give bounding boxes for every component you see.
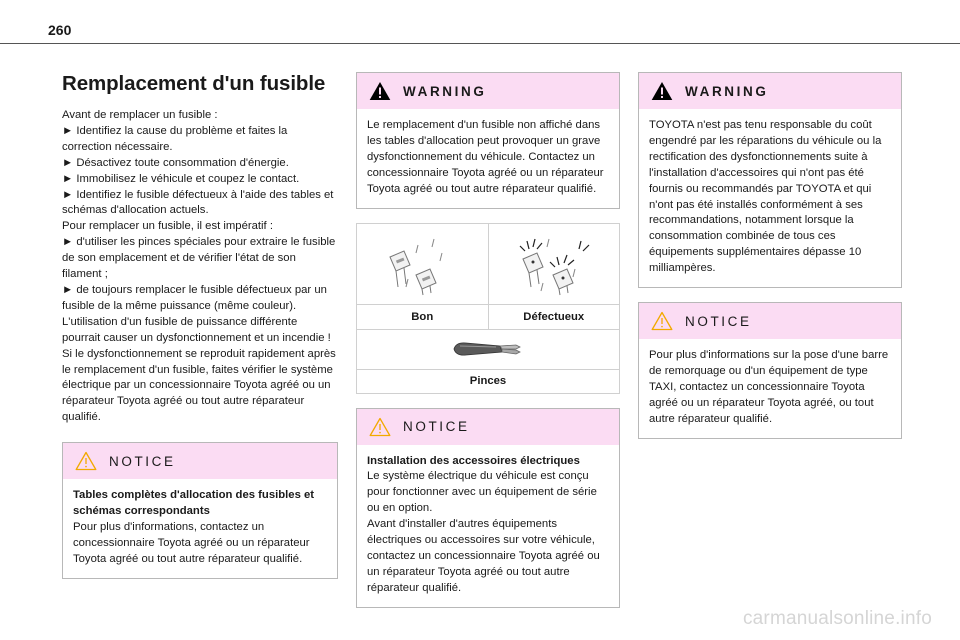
column-left bbox=[62, 72, 338, 579]
notice-box-towbar bbox=[638, 302, 902, 439]
notice-box-accessories bbox=[356, 408, 620, 608]
notice-label: NOTICE bbox=[403, 419, 470, 435]
notice-body bbox=[63, 479, 337, 578]
notice-text: Le système électrique du véhicule est conçu pour fonctionner avec un équipement de série ou en option. Avant d'installer d'autres équipements électriques ou accessoires sur votre véhicule, contactez un concessionnaire Toyota agréé ou un réparateur Toyota agréé ou tout autre réparateur qualifié. bbox=[367, 470, 600, 594]
paragraph: Avant de remplacer un fusible : bbox=[62, 109, 218, 121]
fuse-blown-label: Défectueux bbox=[488, 305, 620, 329]
notice-header bbox=[357, 409, 619, 445]
notice-label: NOTICE bbox=[685, 313, 752, 329]
paragraph: ► Désactivez toute consommation d'énergie. bbox=[62, 156, 289, 169]
notice-body: Pour plus d'informations sur la pose d'une barre de remorquage ou d'un équipement de type TAXI, contactez un concessionnaire Toyota agréé ou un réparateur Toyota agréé, ou tout autre réparateur qualifié. bbox=[649, 349, 889, 425]
notice-text: Pour plus d'informations, contactez un concessionnaire Toyota agréé ou un réparateur Toyota agréé ou tout autre réparateur qualifié. bbox=[73, 520, 310, 565]
paragraph: ► d'utiliser les pinces spéciales pour extraire le fusible de son emplacement et de vérifier l'état de son filament ; bbox=[62, 236, 336, 281]
warning-label: WARNING bbox=[685, 83, 769, 99]
notice-heading: Installation des accessoires électriques bbox=[367, 454, 580, 467]
watermark: carmanualsonline.info bbox=[742, 608, 932, 629]
fuse-good-icon bbox=[382, 231, 462, 297]
fuse-blown-icon bbox=[509, 229, 599, 299]
warning-header bbox=[639, 73, 901, 109]
warning-header bbox=[357, 73, 619, 109]
notice-header bbox=[63, 443, 337, 479]
paragraph: ► Identifiez le fusible défectueux à l'aide des tables et schémas d'allocation actuels. bbox=[62, 188, 334, 217]
warning-body: Le remplacement d'un fusible non affiché dans les tables d'allocation peut provoquer un grave dysfonctionnement du véhicule. Contactez un concessionnaire Toyota agréé ou un réparateur Toyota agréé ou tout autre réparateur qualifié. bbox=[367, 119, 604, 195]
notice-body bbox=[357, 445, 619, 607]
page-number: 260 bbox=[48, 22, 72, 38]
warning-triangle-icon bbox=[369, 81, 391, 101]
notice-triangle-icon bbox=[369, 417, 391, 437]
section-body bbox=[62, 108, 338, 426]
pliers-cell bbox=[357, 329, 619, 369]
warning-box-responsibility bbox=[638, 72, 902, 288]
fuse-pliers-icon bbox=[450, 337, 526, 361]
header-rule bbox=[0, 43, 960, 44]
warning-label: WARNING bbox=[403, 83, 487, 99]
paragraph: ► Immobilisez le véhicule et coupez le contact. bbox=[62, 172, 300, 185]
section-title: Remplacement d'un fusible bbox=[62, 72, 326, 95]
fuse-blown-cell bbox=[488, 224, 620, 304]
fuse-good-cell bbox=[357, 224, 488, 304]
column-middle bbox=[356, 72, 620, 608]
warning-body: TOYOTA n'est pas tenu responsable du coût engendré par les réparations du véhicule ou la rectification des dysfonctionnements suite à l'installation d'accessoires qui n'ont pas été fournis ou recommandés par TOYOTA et qui n'ont pas été installés conformément à ses recommandations, notamment lorsque la consommation combinée de tous ces équipements supplémentaires dépasse 10 milliampères. bbox=[649, 119, 882, 275]
notice-triangle-icon bbox=[651, 311, 673, 331]
notice-label: NOTICE bbox=[109, 453, 176, 469]
paragraph: ► Identifiez la cause du problème et faites la correction nécessaire. bbox=[62, 124, 288, 153]
paragraph: ► de toujours remplacer le fusible défectueux par un fusible de la même puissance (même couleur). L'utilisation d'un fusible de puissance différente pourrait causer un dysfonctionnement et un incendie ! bbox=[62, 283, 331, 344]
notice-heading: Tables complètes d'allocation des fusibles et schémas correspondants bbox=[73, 489, 315, 518]
warning-triangle-icon bbox=[651, 81, 673, 101]
warning-box-fuse bbox=[356, 72, 620, 209]
column-right bbox=[638, 72, 902, 439]
notice-triangle-icon bbox=[75, 451, 97, 471]
fuse-good-label: Bon bbox=[411, 310, 434, 323]
notice-header bbox=[639, 303, 901, 339]
notice-box-fuse-tables bbox=[62, 442, 338, 579]
fuse-illustration-table bbox=[356, 223, 620, 394]
paragraph: Pour remplacer un fusible, il est impératif : bbox=[62, 220, 273, 233]
paragraph: Si le dysfonctionnement se reproduit rapidement après le remplacement d'un fusible, faites vérifier le système électrique par un concessionnaire Toyota agréé ou un réparateur Toyota agréé ou tout autre réparateur qualifié. bbox=[62, 347, 336, 424]
pliers-label: Pinces bbox=[357, 369, 619, 393]
